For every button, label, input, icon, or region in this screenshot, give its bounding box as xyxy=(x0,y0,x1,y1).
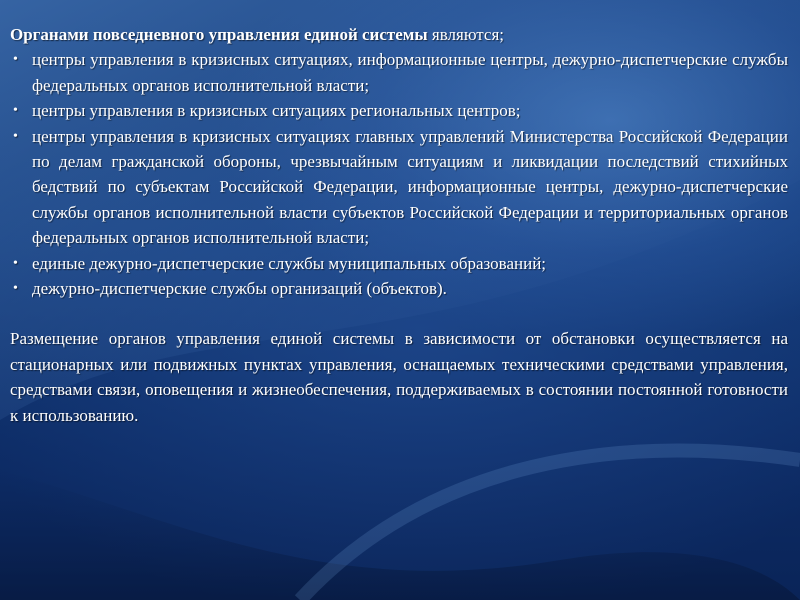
intro-bold-text: Органами повседневного управления единой системы xyxy=(10,25,428,44)
bullet-text: дежурно-диспетчерские службы организаций (объектов). xyxy=(32,279,447,299)
bullet-icon: • xyxy=(13,52,18,68)
bullet-text: центры управления в кризисных ситуациях, информационные центры, дежурно-диспетчерские службы федеральных органов исполнительной власти; xyxy=(32,50,788,95)
bullet-list xyxy=(10,47,788,301)
slide-content xyxy=(10,22,788,428)
bullet-icon: • xyxy=(13,255,18,271)
bullet-icon: • xyxy=(13,103,18,119)
list-item xyxy=(10,276,788,301)
bullet-text: центры управления в кризисных ситуациях региональных центров; xyxy=(32,101,521,121)
list-item xyxy=(10,47,788,98)
bullet-text: единые дежурно-диспетчерские службы муниципальных образований; xyxy=(32,253,547,273)
intro-line xyxy=(10,22,788,47)
intro-rest-text: являются; xyxy=(427,25,505,44)
bullet-text: центры управления в кризисных ситуациях главных управлений Министерства Российской Федерации по делам гражданской обороны, чрезвычайным ситуациям и ликвидации последствий стихийных бедствий по субъектам Российской Федерации, информационные центры, дежурно-диспетчерские службы органов исполнительной власти субъектов Российской Федерации и территориальных органов федеральных органов исполнительной власти; xyxy=(32,126,788,248)
list-item xyxy=(10,98,788,123)
placement-paragraph: Размещение органов управления единой системы в зависимости от обстановки осуществляется на стационарных или подвижных пунктах управления, оснащаемых техническими средствами управления, средствами связи, оповещения и жизнеобеспечения, поддерживаемых в состоянии постоянной готовности к использованию. xyxy=(10,329,788,425)
bullet-icon: • xyxy=(13,128,18,144)
list-item xyxy=(10,251,788,276)
bullet-icon: • xyxy=(13,281,18,297)
list-item xyxy=(10,124,788,251)
